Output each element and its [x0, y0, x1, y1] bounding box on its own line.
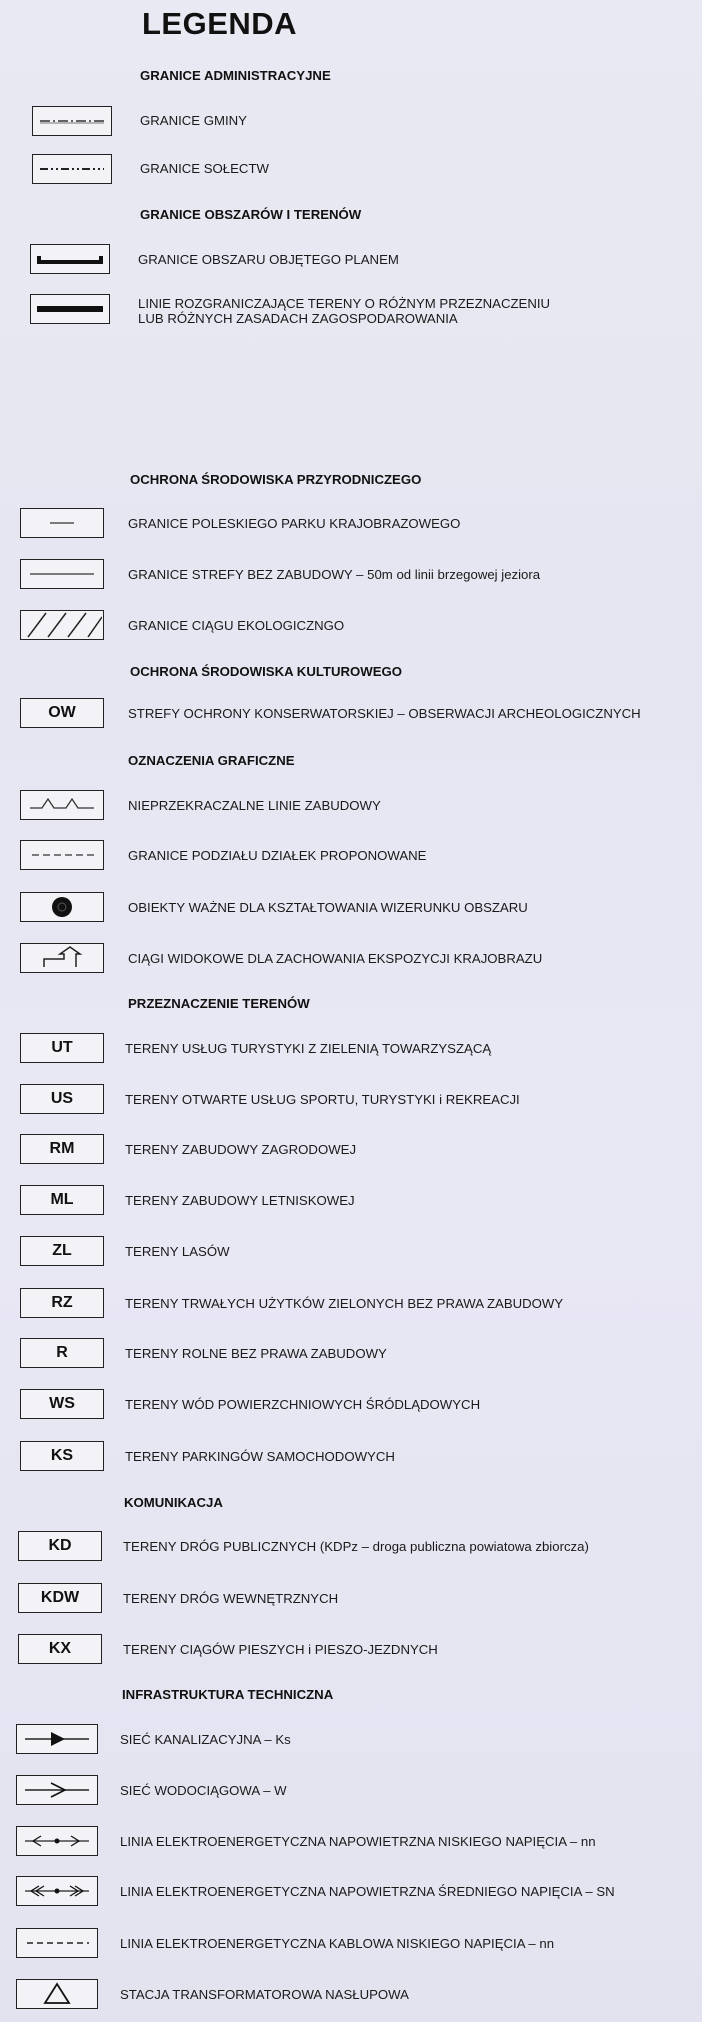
legend-item-kd: [0, 1531, 702, 1565]
zone-code: R: [56, 1344, 68, 1361]
legend-item-us: [0, 1084, 702, 1118]
legend-label: LUB RÓŻNYCH ZASADACH ZAGOSPODAROWANIA: [138, 311, 458, 326]
legend-label: SIEĆ WODOCIĄGOWA – W: [120, 1783, 287, 1798]
zone-code-box: [20, 1389, 104, 1419]
legend-label: LINIE ROZGRANICZAJĄCE TERENY O RÓŻNYM PRZEZNACZENIU: [138, 296, 551, 311]
legend-item-rz: [0, 1288, 702, 1322]
no-build-zone-symbol: [20, 559, 104, 589]
legend-label: GRANICE CIĄGU EKOLOGICZNGO: [128, 618, 345, 633]
zone-code: RZ: [51, 1294, 73, 1311]
zone-code-box: [18, 1634, 102, 1664]
zone-code-box: [20, 1084, 104, 1114]
legend-label: GRANICE STREFY BEZ ZABUDOWY – 50m od linii brzegowej jeziora: [128, 567, 541, 582]
legend-label: TERENY WÓD POWIERZCHNIOWYCH ŚRÓDLĄDOWYCH: [125, 1397, 481, 1412]
commune-boundary-symbol: [32, 106, 112, 136]
legend-item-ks: [0, 1441, 702, 1475]
zone-code: KX: [48, 1640, 72, 1657]
section-culture-protection: OCHRONA ŚRODOWISKA KULTUROWEGO: [130, 664, 403, 679]
medium-voltage-line-symbol: [16, 1876, 98, 1906]
legend-item-ow: [0, 698, 702, 732]
zone-code: KD: [48, 1537, 72, 1554]
section-nature-protection: OCHRONA ŚRODOWISKA PRZYRODNICZEGO: [130, 472, 422, 487]
section-transport: KOMUNIKACJA: [124, 1495, 223, 1510]
legend-label: SIEĆ KANALIZACYJNA – Ks: [120, 1732, 291, 1747]
legend-item-ut: [0, 1033, 702, 1067]
legend-label: TERENY CIĄGÓW PIESZYCH i PIESZO-JEZDNYCH: [123, 1642, 438, 1657]
legend-label: TERENY ZABUDOWY LETNISKOWEJ: [125, 1193, 355, 1208]
legend-label: TERENY USŁUG TURYSTYKI Z ZIELENIĄ TOWARZYSZĄCĄ: [125, 1041, 492, 1056]
section-admin-boundaries: GRANICE ADMINISTRACYJNE: [140, 68, 331, 83]
legend-label: GRANICE GMINY: [140, 113, 247, 128]
parcel-division-dashed-symbol: [20, 840, 104, 870]
legend-item-nieprzekraczalne: [0, 790, 702, 824]
zone-code-box: [18, 1583, 102, 1613]
legend-item-ws: [0, 1389, 702, 1423]
zone-code: KS: [50, 1447, 74, 1464]
legend-item-kanalizacja: [0, 1724, 702, 1758]
transformer-station-triangle-symbol: [16, 1979, 98, 2009]
legend-item-r: [0, 1338, 702, 1372]
section-land-use: PRZEZNACZENIE TERENÓW: [128, 996, 310, 1011]
legend-label: CIĄGI WIDOKOWE DLA ZACHOWANIA EKSPOZYCJI KRAJOBRAZU: [128, 951, 543, 966]
legend-item-zl: [0, 1236, 702, 1270]
legend-item-nn: [0, 1826, 702, 1860]
legend-label: LINIA ELEKTROENERGETYCZNA NAPOWIETRZNA ŚREDNIEGO NAPIĘCIA – SN: [120, 1884, 615, 1899]
legend-label: TERENY ZABUDOWY ZAGRODOWEJ: [125, 1142, 357, 1157]
zone-code-box: [20, 1185, 104, 1215]
legend-item-ml: [0, 1185, 702, 1219]
important-object-symbol: [20, 892, 104, 922]
legend-item-widok: [0, 943, 702, 977]
zone-code: WS: [49, 1395, 75, 1412]
zone-code-box: [20, 698, 104, 728]
low-voltage-line-symbol: [16, 1826, 98, 1856]
legend-label: TERENY DRÓG WEWNĘTRZNYCH: [123, 1591, 339, 1606]
legend-label: LINIA ELEKTROENERGETYCZNA NAPOWIETRZNA NISKIEGO NAPIĘCIA – nn: [120, 1834, 596, 1849]
zone-code-box: [20, 1338, 104, 1368]
legend-item-strefa: [0, 559, 702, 593]
zone-code: RM: [49, 1140, 75, 1157]
legend-label: GRANICE SOŁECTW: [140, 161, 269, 176]
water-line-symbol: [16, 1775, 98, 1805]
sewer-line-symbol: [16, 1724, 98, 1754]
legend-label: NIEPRZEKRACZALNE LINIE ZABUDOWY: [128, 798, 381, 813]
zone-code: US: [50, 1090, 74, 1107]
legend-label: LINIA ELEKTROENERGETYCZNA KABLOWA NISKIEGO NAPIĘCIA – nn: [120, 1936, 555, 1951]
zone-code: ML: [50, 1191, 74, 1208]
legend-item-park: [0, 508, 702, 542]
legend-item-ciag: [0, 610, 702, 644]
legend-item-kx: [0, 1634, 702, 1668]
zone-code-box: [20, 1236, 104, 1266]
legend-label: STACJA TRANSFORMATOROWA NASŁUPOWA: [120, 1987, 409, 2002]
zone-code-box: [18, 1531, 102, 1561]
legend-item-solectw: [0, 154, 702, 188]
view-axis-arrow-symbol: [20, 943, 104, 973]
legend-label: GRANICE OBSZARU OBJĘTEGO PLANEM: [138, 252, 399, 267]
cable-line-dashed-symbol: [16, 1928, 98, 1958]
landscape-park-boundary-symbol: [20, 508, 104, 538]
village-boundary-symbol: [32, 154, 112, 184]
zone-code: ZL: [52, 1242, 72, 1259]
zone-code-box: [20, 1033, 104, 1063]
legend-title: LEGENDA: [142, 6, 298, 41]
legend-item-sn: [0, 1876, 702, 1910]
legend-label: TERENY DRÓG PUBLICZNYCH (KDPz – droga publiczna powiatowa zbiorcza): [123, 1539, 589, 1554]
legend-label: TERENY TRWAŁYCH UŻYTKÓW ZIELONYCH BEZ PRAWA ZABUDOWY: [125, 1296, 564, 1311]
legend-label: GRANICE POLESKIEGO PARKU KRAJOBRAZOWEGO: [128, 516, 461, 531]
legend-label: STREFY OCHRONY KONSERWATORSKIEJ – OBSERWACJI ARCHEOLOGICZNYCH: [128, 706, 641, 721]
legend-item-rm: [0, 1134, 702, 1168]
dividing-line-symbol: [30, 294, 110, 324]
legend-item-gmina: [0, 106, 702, 140]
section-graphic-symbols: OZNACZENIA GRAFICZNE: [128, 753, 295, 768]
legend-label: TERENY PARKINGÓW SAMOCHODOWYCH: [125, 1449, 395, 1464]
building-line-symbol: [20, 790, 104, 820]
legend-label: GRANICE PODZIAŁU DZIAŁEK PROPONOWANE: [128, 848, 427, 863]
legend-item-obiekty: [0, 892, 702, 926]
legend-item-wodociag: [0, 1775, 702, 1809]
legend-label: TERENY OTWARTE USŁUG SPORTU, TURYSTYKI i REKREACJI: [125, 1092, 520, 1107]
legend-item-kablowa: [0, 1928, 702, 1962]
legend-item-plan: [0, 244, 702, 278]
zone-code: OW: [48, 704, 76, 721]
ecological-corridor-hatch-symbol: [20, 610, 104, 640]
zone-code-box: [20, 1441, 104, 1471]
legend-label: OBIEKTY WAŻNE DLA KSZTAŁTOWANIA WIZERUNKU OBSZARU: [128, 900, 528, 915]
zone-code-box: [20, 1288, 104, 1318]
legend-item-rozgraniczajace: [0, 294, 702, 334]
legend-label: TERENY ROLNE BEZ PRAWA ZABUDOWY: [125, 1346, 387, 1361]
legend-item-podzial: [0, 840, 702, 874]
section-area-boundaries: GRANICE OBSZARÓW I TERENÓW: [140, 207, 362, 222]
legend-item-kdw: [0, 1583, 702, 1617]
zone-code: UT: [51, 1039, 73, 1056]
legend-item-stacja: [0, 1979, 702, 2013]
zone-code-box: [20, 1134, 104, 1164]
plan-area-boundary-symbol: [30, 244, 110, 274]
section-infrastructure: INFRASTRUKTURA TECHNICZNA: [122, 1687, 334, 1702]
zone-code: KDW: [40, 1589, 80, 1606]
legend-label: TERENY LASÓW: [125, 1244, 230, 1259]
